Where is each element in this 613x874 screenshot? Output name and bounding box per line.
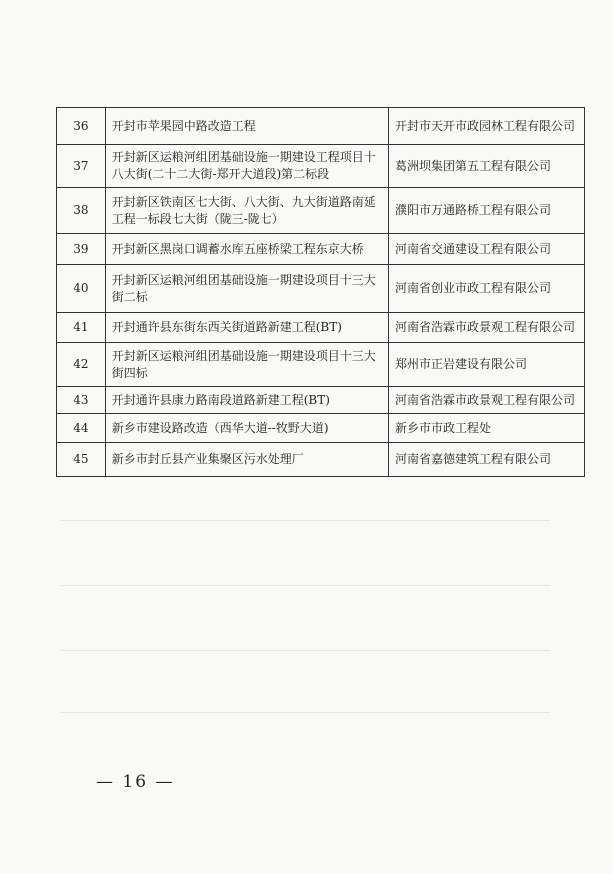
company-cell: 河南省创业市政工程有限公司 xyxy=(389,265,585,313)
table-row xyxy=(57,313,585,343)
project-name-cell: 开封新区运粮河组团基础设施一期建设项目十三大街二标 xyxy=(105,265,388,313)
company-cell: 葛洲坝集团第五工程有限公司 xyxy=(389,145,585,188)
project-name-cell: 开封市苹果园中路改造工程 xyxy=(105,108,388,145)
company-cell: 开封市天开市政园林工程有限公司 xyxy=(389,108,585,145)
table-row xyxy=(57,145,585,188)
project-name-cell: 开封通许县东街东西关街道路新建工程(BT) xyxy=(105,313,388,343)
project-name-cell: 新乡市封丘县产业集聚区污水处理厂 xyxy=(105,443,388,477)
show-through-line xyxy=(60,712,550,713)
row-number: 41 xyxy=(57,313,106,343)
table-row xyxy=(57,343,585,387)
company-cell: 郑州市正岩建设有限公司 xyxy=(389,343,585,387)
project-name-cell: 开封新区黑岗口调蓄水库五座桥梁工程东京大桥 xyxy=(105,234,388,265)
company-cell: 濮阳市万通路桥工程有限公司 xyxy=(389,188,585,234)
table-row xyxy=(57,188,585,234)
project-name-cell: 新乡市建设路改造（西华大道--牧野大道) xyxy=(105,414,388,443)
row-number: 42 xyxy=(57,343,106,387)
table-row xyxy=(57,387,585,414)
row-number: 37 xyxy=(57,145,106,188)
project-name-cell: 开封通许县康力路南段道路新建工程(BT) xyxy=(105,387,388,414)
table-row xyxy=(57,108,585,145)
row-number: 45 xyxy=(57,443,106,477)
company-cell: 河南省嘉德建筑工程有限公司 xyxy=(389,443,585,477)
row-number: 36 xyxy=(57,108,106,145)
page-number: — 16 — xyxy=(96,772,175,792)
row-number: 43 xyxy=(57,387,106,414)
project-table-body xyxy=(57,108,585,477)
project-name-cell: 开封新区运粮河组团基础设施一期建设工程项目十八大街(二十二大街-郑开大道段)第二标段 xyxy=(105,145,388,188)
table-row xyxy=(57,414,585,443)
row-number: 38 xyxy=(57,188,106,234)
company-cell: 新乡市市政工程处 xyxy=(389,414,585,443)
company-cell: 河南省浩霖市政景观工程有限公司 xyxy=(389,387,585,414)
row-number: 40 xyxy=(57,265,106,313)
table-row xyxy=(57,265,585,313)
row-number: 39 xyxy=(57,234,106,265)
show-through-line xyxy=(60,585,550,586)
project-table xyxy=(56,107,585,477)
company-cell: 河南省浩霖市政景观工程有限公司 xyxy=(389,313,585,343)
show-through-line xyxy=(60,520,550,521)
company-cell: 河南省交通建设工程有限公司 xyxy=(389,234,585,265)
project-name-cell: 开封新区铁南区七大街、八大街、九大街道路南延工程一标段七大街（陇三-陇七） xyxy=(105,188,388,234)
table-row xyxy=(57,234,585,265)
show-through-line xyxy=(60,650,550,651)
row-number: 44 xyxy=(57,414,106,443)
table-row xyxy=(57,443,585,477)
project-name-cell: 开封新区运粮河组团基础设施一期建设项目十三大街四标 xyxy=(105,343,388,387)
